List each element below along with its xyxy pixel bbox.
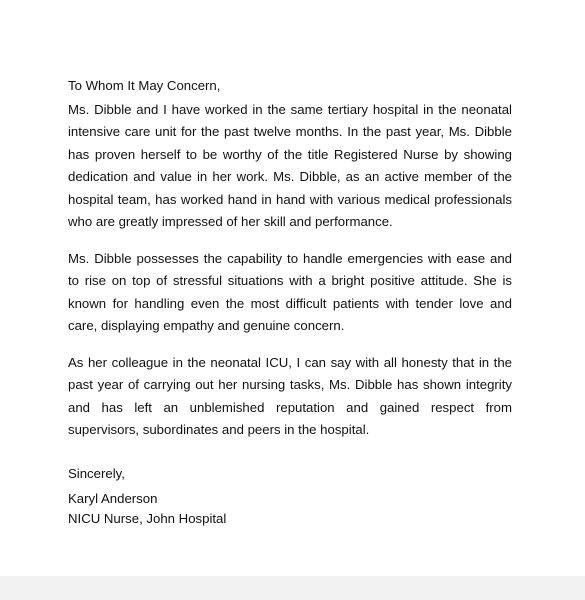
closing-line: Sincerely, [68, 465, 125, 481]
letter-body [68, 75, 512, 528]
paragraph-1: Ms. Dibble and I have worked in the same tertiary hospital in the neonatal intensive care unit for the past twelve months. In the past year, Ms. Dibble has proven herself to be worthy of the title Registered Nurse by showing dedication and value in her work. Ms. Dibble, as an active member of the hospital team, has worked hand in hand with various medical professionals who are greatly impressed of her skill and performance. [68, 101, 512, 229]
signature-block [68, 464, 512, 529]
signer-title: NICU Nurse, John Hospital [68, 510, 227, 526]
salutation: To Whom It May Concern, [68, 78, 221, 93]
signer-name: Karyl Anderson [68, 491, 158, 506]
page-bottom-band [0, 576, 585, 600]
paragraph-2: Ms. Dibble possesses the capability to handle emergencies with ease and to rise on top of stressful situations with a bright positive attitude. She is known for handling even the most difficult patients with tender love and care, displaying empathy and genuine concern. [68, 250, 512, 333]
paragraph-3: As her colleague in the neonatal ICU, I can say with all honesty that in the past year of carrying out her nursing tasks, Ms. Dibble has shown integrity and has left an unblemished reputation and gained respect from supervisors, subordinates and peers in the hospital. [68, 354, 512, 437]
